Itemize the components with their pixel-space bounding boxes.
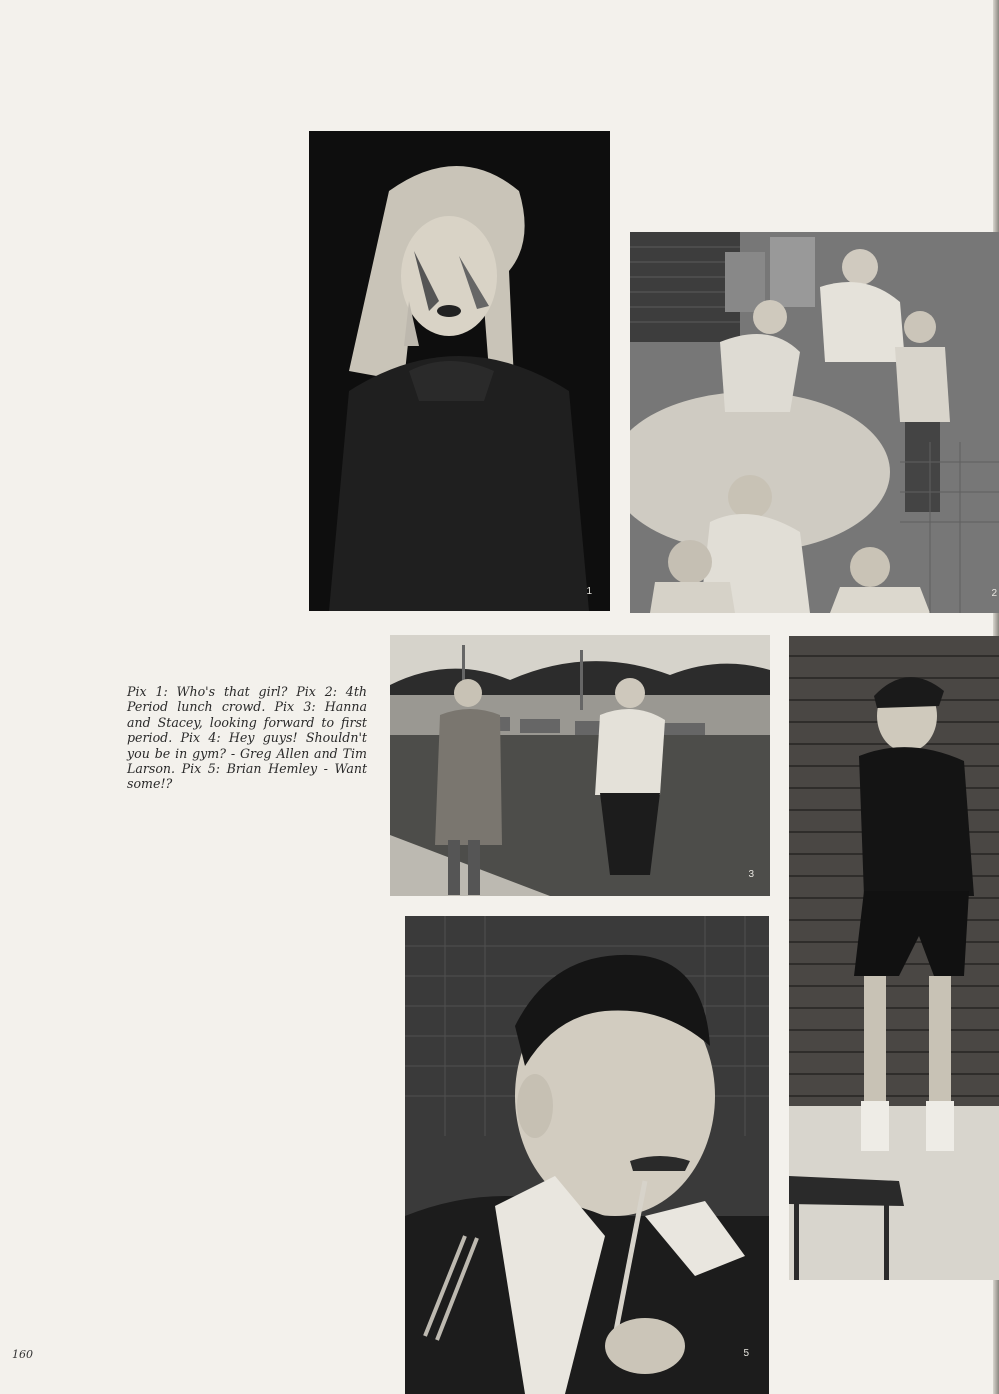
photo-1-girl-face-paint — [309, 131, 610, 611]
photo-4-image — [789, 636, 999, 1280]
photo-3-image — [390, 635, 770, 896]
photo-3-walking-outside — [390, 635, 770, 896]
page-number: 160 — [12, 1348, 33, 1361]
photo-2-image — [630, 232, 999, 613]
photo-1-number: 1 — [586, 586, 592, 597]
photo-5-young-man-pen — [405, 916, 769, 1394]
photo-2-number: 2 — [991, 588, 997, 599]
photo-4-brick-wall-gym — [789, 636, 999, 1280]
photo-2-lunch-crowd — [630, 232, 999, 613]
photo-1-image — [309, 131, 610, 611]
photo-3-number: 3 — [748, 869, 754, 880]
photo-5-number: 5 — [743, 1348, 749, 1359]
photo-5-image — [405, 916, 769, 1394]
photo-captions: Pix 1: Who's that girl? Pix 2: 4th Period lunch crowd. Pix 3: Hanna and Stacey, looking forward to first period. Pix 4: Hey guys! Shouldn't you be in gym? - Greg Allen and Tim Larson. Pix 5: Brian Hemley - Want some!? — [127, 684, 367, 792]
